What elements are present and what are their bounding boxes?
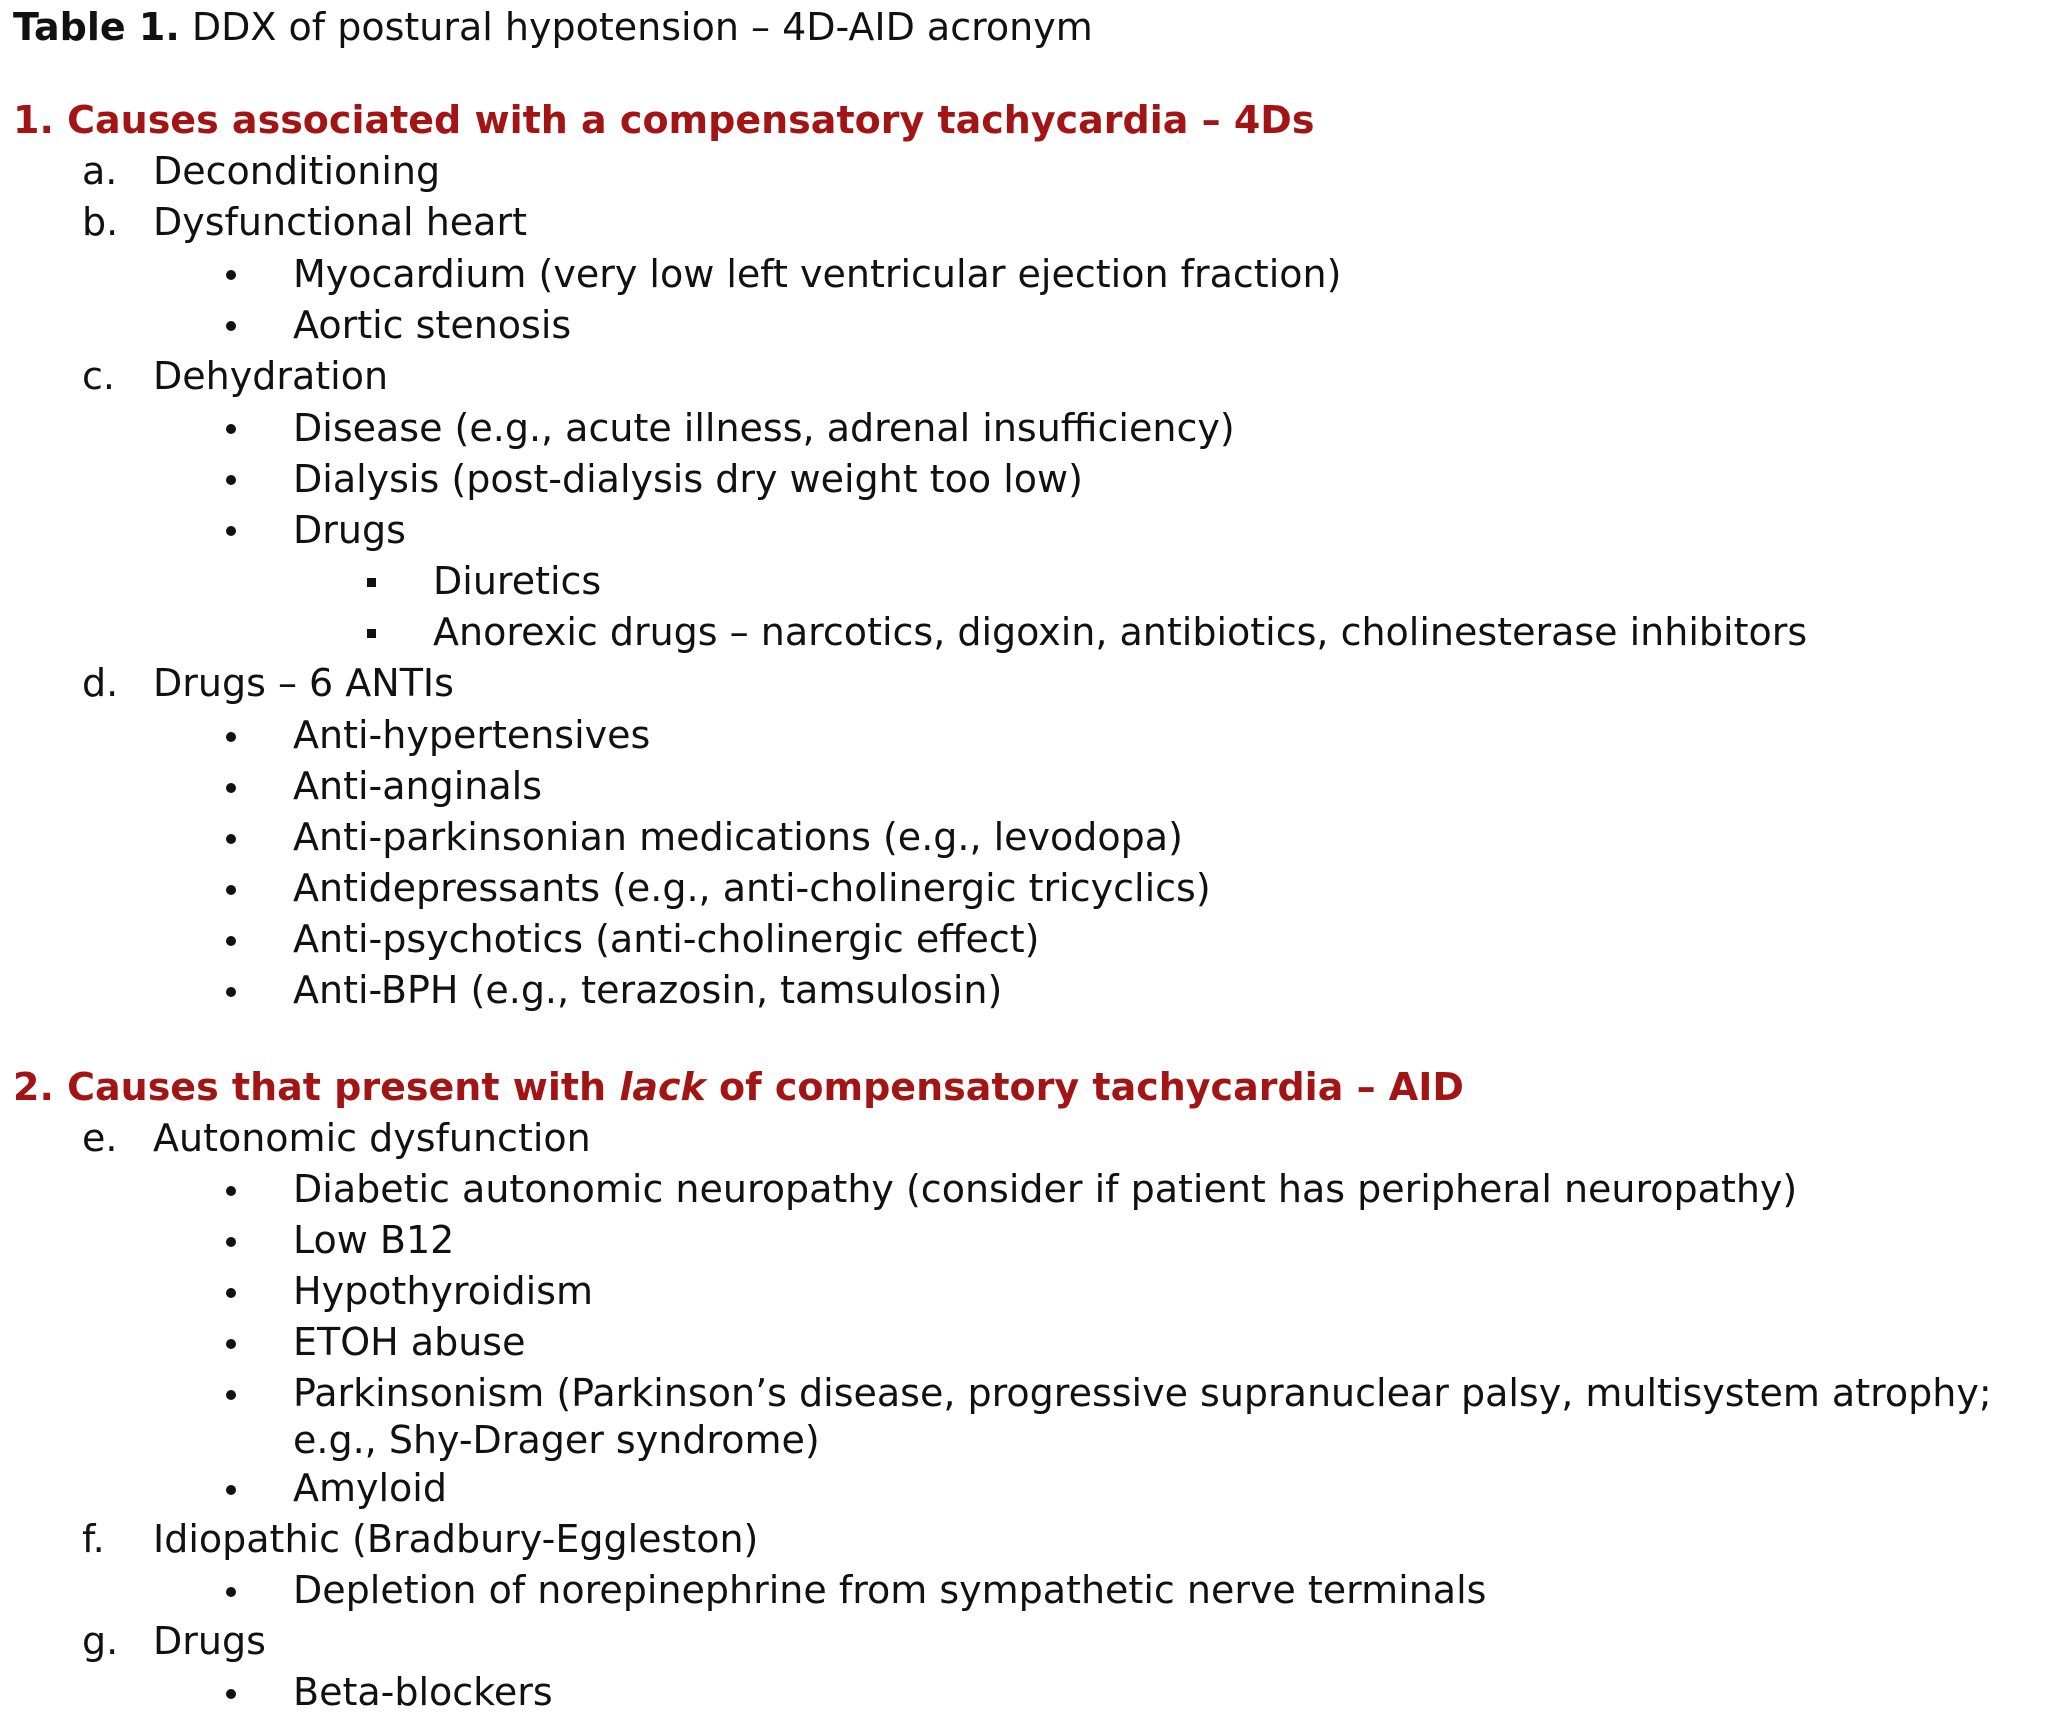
item-marker-f: f.	[82, 1517, 105, 1561]
section-2-heading-post: of compensatory tachycardia – AID	[705, 1065, 1464, 1109]
bullet-anti-bph: Anti-BPH (e.g., terazosin, tamsulosin)	[293, 968, 1003, 1012]
bullet-myocardium: Myocardium (very low left ventricular ejection fraction)	[293, 252, 1342, 296]
bullet-drugs: Drugs	[293, 508, 406, 552]
bullet-dialysis: Dialysis (post-dialysis dry weight too low)	[293, 457, 1083, 501]
item-drugs-6-antis: Drugs – 6 ANTIs	[153, 661, 454, 705]
section-2-heading-pre: 2. Causes that present with	[13, 1065, 620, 1109]
bullet-hypothyroidism: Hypothyroidism	[293, 1269, 593, 1313]
bullet-icon	[226, 270, 236, 280]
item-marker-d: d.	[82, 661, 119, 705]
bullet-icon	[226, 987, 236, 997]
bullet-icon	[226, 526, 236, 536]
bullet-aortic-stenosis: Aortic stenosis	[293, 303, 572, 347]
bullet-disease: Disease (e.g., acute illness, adrenal insufficiency)	[293, 406, 1235, 450]
item-marker-b: b.	[82, 200, 119, 244]
bullet-norepinephrine: Depletion of norepinephrine from sympathetic nerve terminals	[293, 1568, 1487, 1612]
bullet-icon	[226, 321, 236, 331]
bullet-etoh-abuse: ETOH abuse	[293, 1320, 526, 1364]
bullet-amyloid: Amyloid	[293, 1466, 447, 1510]
bullet-icon	[226, 475, 236, 485]
bullet-anti-psychotics: Anti-psychotics (anti-cholinergic effect)	[293, 917, 1040, 961]
bullet-antidepressants: Antidepressants (e.g., anti-cholinergic tricyclics)	[293, 866, 1211, 910]
bullet-icon	[226, 732, 236, 742]
bullet-icon	[226, 1339, 236, 1349]
sub-bullet-diuretics: Diuretics	[433, 559, 602, 603]
bullet-icon	[226, 1689, 236, 1699]
bullet-icon	[226, 424, 236, 434]
bullet-anti-parkinsonian: Anti-parkinsonian medications (e.g., levodopa)	[293, 815, 1183, 859]
bullet-low-b12: Low B12	[293, 1218, 455, 1262]
section-2-heading-em: lack	[619, 1065, 706, 1109]
bullet-icon	[226, 1288, 236, 1298]
bullet-icon	[226, 783, 236, 793]
bullet-icon	[226, 1485, 236, 1495]
bullet-icon	[226, 885, 236, 895]
item-idiopathic: Idiopathic (Bradbury-Eggleston)	[153, 1517, 759, 1561]
bullet-parkinsonism-cont: e.g., Shy-Drager syndrome)	[293, 1418, 820, 1462]
item-dysfunctional-heart: Dysfunctional heart	[153, 200, 527, 244]
table-title	[13, 3, 1093, 51]
bullet-icon	[226, 1390, 236, 1400]
bullet-anti-hypertensives: Anti-hypertensives	[293, 713, 651, 757]
bullet-icon	[226, 1587, 236, 1597]
bullet-diabetic-neuropathy: Diabetic autonomic neuropathy (consider if patient has peripheral neuropathy)	[293, 1167, 1798, 1211]
square-bullet-icon	[367, 578, 376, 587]
bullet-parkinsonism: Parkinsonism (Parkinson’s disease, progressive supranuclear palsy, multisystem atrophy;	[293, 1371, 1992, 1415]
section-1-heading: 1. Causes associated with a compensatory tachycardia – 4Ds	[13, 98, 1315, 142]
table-label: Table 1.	[13, 5, 180, 49]
item-marker-a: a.	[82, 149, 118, 193]
sub-bullet-anorexic-drugs: Anorexic drugs – narcotics, digoxin, antibiotics, cholinesterase inhibitors	[433, 610, 1808, 654]
square-bullet-icon	[367, 629, 376, 638]
table-caption: DDX of postural hypotension – 4D-AID acronym	[191, 5, 1093, 49]
item-drugs: Drugs	[153, 1619, 266, 1663]
bullet-icon	[226, 834, 236, 844]
bullet-beta-blockers: Beta-blockers	[293, 1670, 553, 1714]
bullet-icon	[226, 1186, 236, 1196]
bullet-icon	[226, 936, 236, 946]
section-2-heading	[13, 1063, 1464, 1111]
item-autonomic-dysfunction: Autonomic dysfunction	[153, 1116, 591, 1160]
item-marker-e: e.	[82, 1116, 118, 1160]
item-dehydration: Dehydration	[153, 354, 389, 398]
bullet-anti-anginals: Anti-anginals	[293, 764, 543, 808]
item-marker-c: c.	[82, 354, 115, 398]
item-marker-g: g.	[82, 1619, 119, 1663]
item-deconditioning: Deconditioning	[153, 149, 441, 193]
bullet-icon	[226, 1237, 236, 1247]
